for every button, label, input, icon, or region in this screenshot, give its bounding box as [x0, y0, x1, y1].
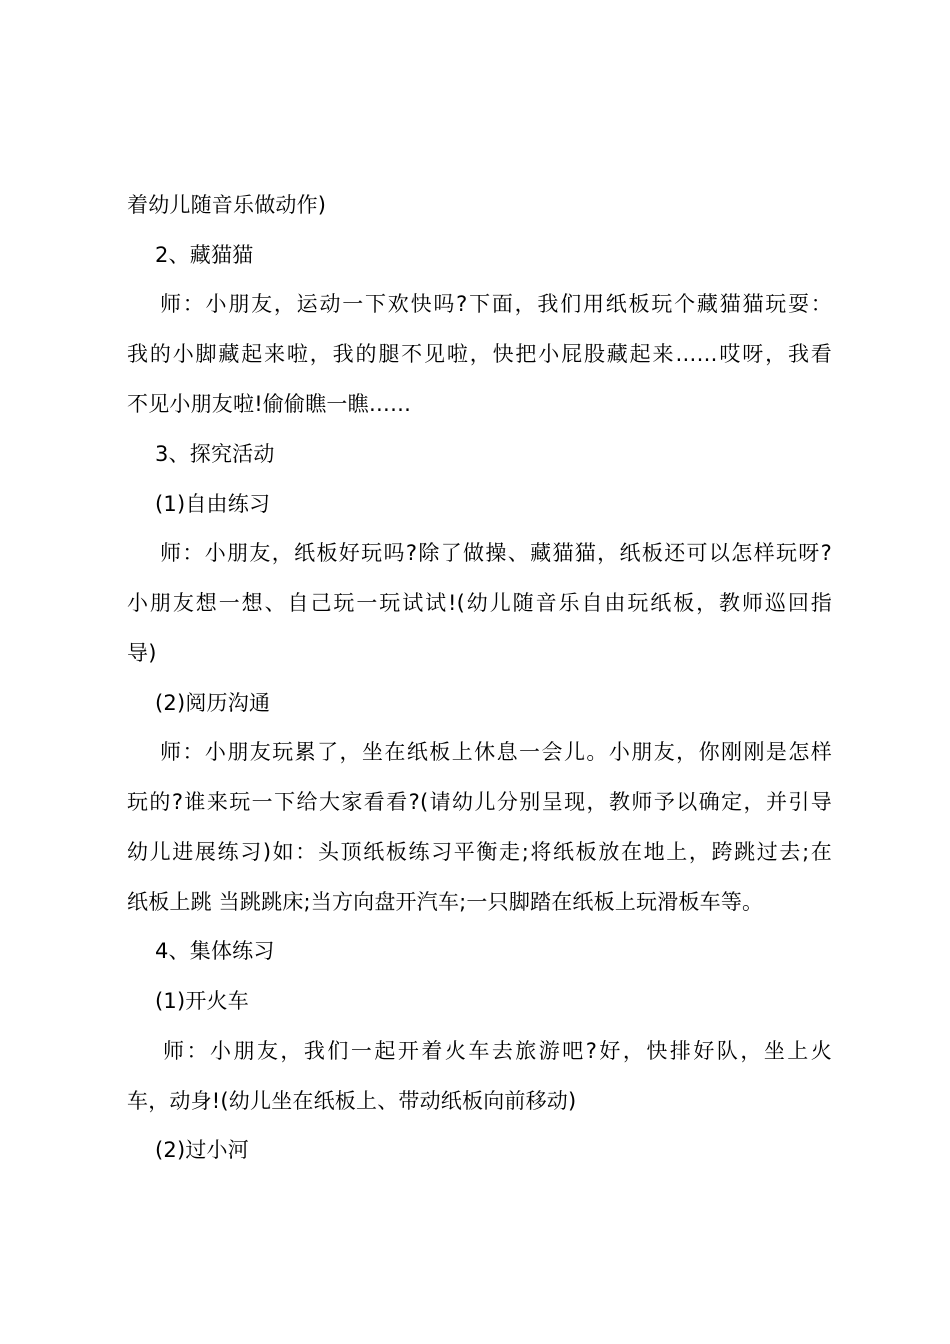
text-line: 师：小朋友，纸板好玩吗?除了做操、藏猫猫，纸板还可以怎样玩呀?: [160, 541, 832, 565]
subsection-heading: (1)自由练习: [155, 492, 271, 516]
text-line: 我的小脚藏起来啦，我的腿不见啦，快把小屁股藏起来……哎呀，我看: [127, 342, 832, 366]
section-heading: 3、探究活动: [155, 442, 275, 466]
text-line: 纸板上跳 当跳跳床;当方向盘开汽车;一只脚踏在纸板上玩滑板车等。: [127, 890, 764, 914]
text-line: 不见小朋友啦!偷偷瞧一瞧……: [127, 392, 412, 416]
subsection-heading: (1)开火车: [155, 989, 249, 1013]
text-line: 小朋友想一想、自己玩一玩试试!(幼儿随音乐自由玩纸板，教师巡回指: [127, 591, 832, 615]
text-line: 师：小朋友，运动一下欢快吗?下面，我们用纸板玩个藏猫猫玩耍：: [160, 292, 832, 316]
text-line: 师：小朋友玩累了，坐在纸板上休息一会儿。小朋友，你刚刚是怎样: [160, 740, 832, 764]
text-line: 着幼儿随音乐做动作): [127, 193, 327, 217]
text-line: 玩的?谁来玩一下给大家看看?(请幼儿分别呈现，教师予以确定，并引导: [127, 790, 832, 814]
section-heading: 2、藏猫猫: [155, 243, 254, 267]
text-line: 导): [127, 641, 157, 665]
subsection-heading: (2)阅历沟通: [155, 691, 271, 715]
subsection-heading: (2)过小河: [155, 1138, 249, 1162]
text-line: 师：小朋友，我们一起开着火车去旅游吧?好，快排好队，坐上火: [163, 1039, 832, 1063]
text-line: 幼儿进展练习)如：头顶纸板练习平衡走;将纸板放在地上，跨跳过去;在: [127, 840, 832, 864]
section-heading: 4、集体练习: [155, 939, 275, 963]
text-line: 车，动身!(幼儿坐在纸板上、带动纸板向前移动): [127, 1089, 577, 1113]
